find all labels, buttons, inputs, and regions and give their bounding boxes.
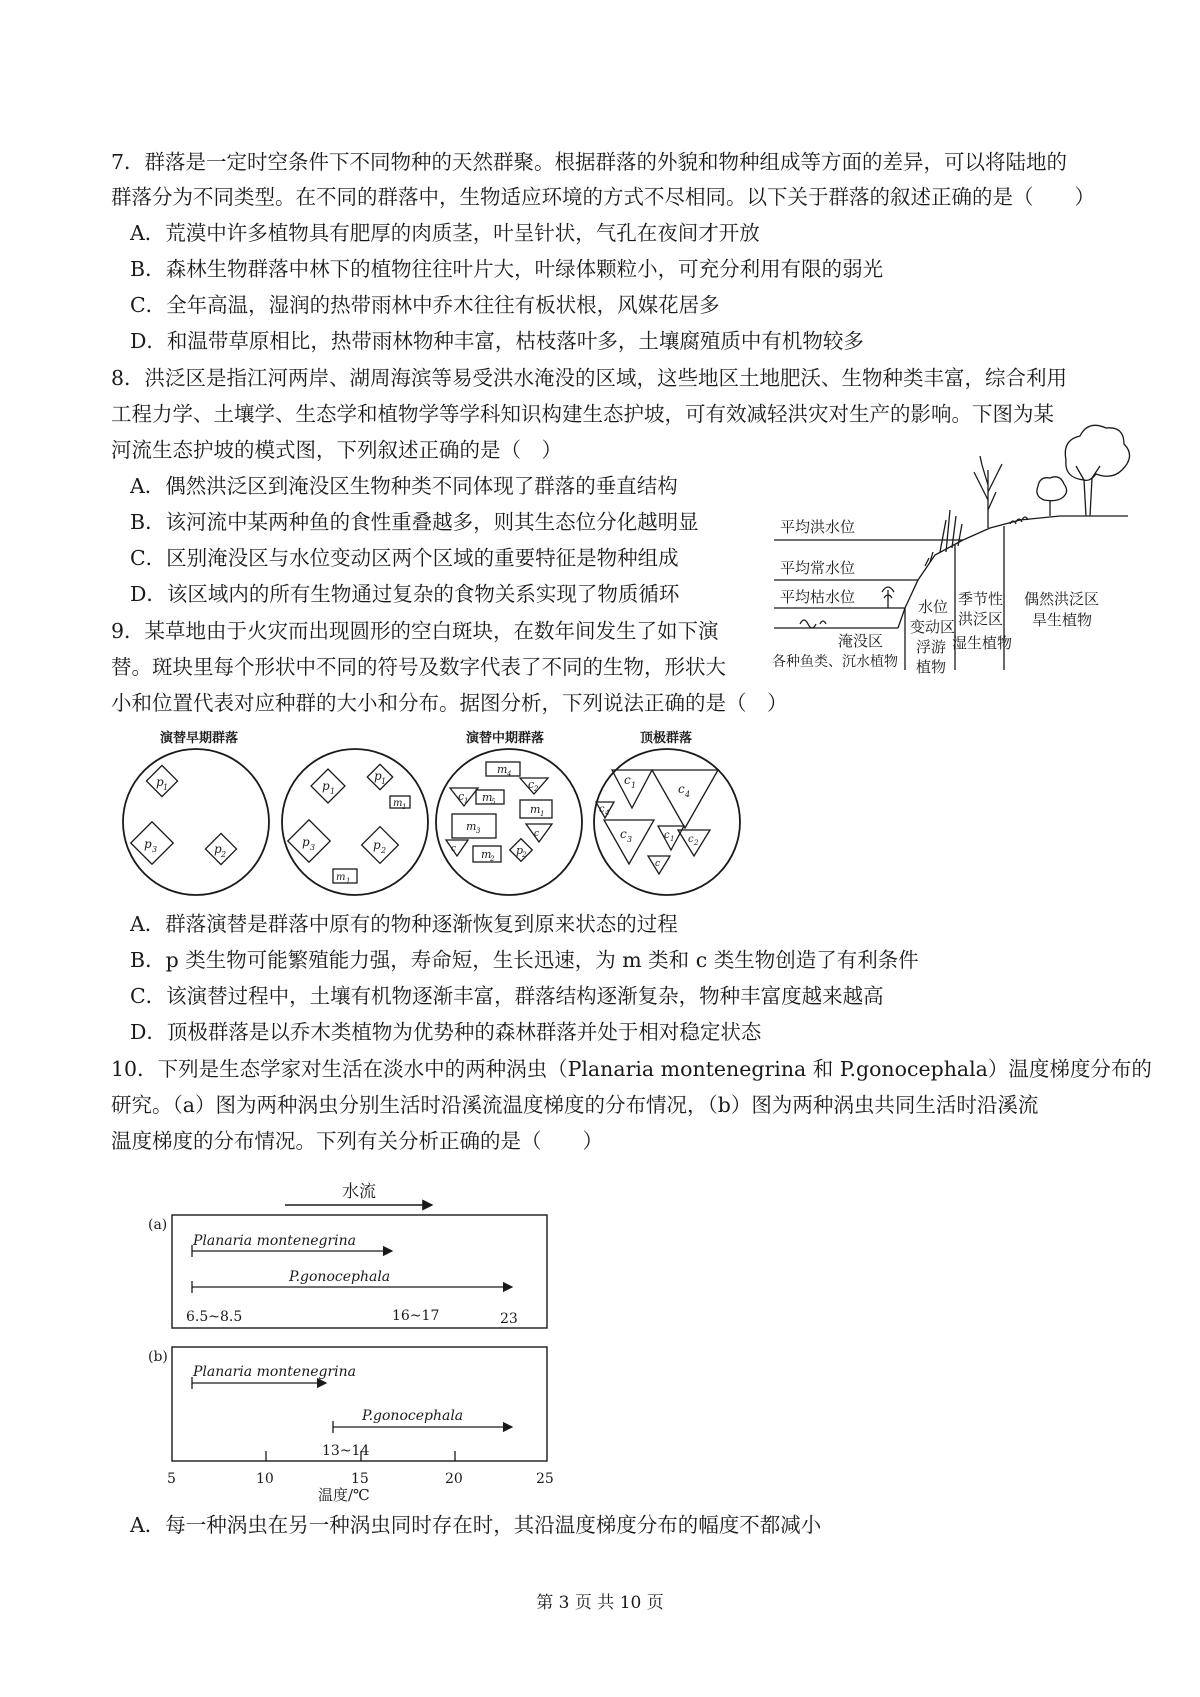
- a-label-start: 6.5~8.5: [186, 1309, 243, 1325]
- svg-text:1: 1: [670, 835, 675, 843]
- succession-diagram: [123, 730, 740, 895]
- svg-text:p: p: [156, 775, 164, 789]
- svg-text:c: c: [678, 782, 685, 796]
- q9-stem-line-1: 9．某草地由于火灾而出现圆形的空白斑块，在数年间发生了如下演: [111, 619, 719, 643]
- svg-text:1: 1: [464, 797, 469, 805]
- q8-option-b: B．该河流中某两种鱼的食性重叠越多，则其生态位分化越明显: [130, 510, 699, 534]
- svg-text:m: m: [393, 798, 403, 809]
- svg-text:2: 2: [522, 851, 527, 859]
- svg-text:c: c: [451, 844, 457, 854]
- q10-stem-line-2: 研究。（a）图为两种涡虫分别生活时沿溪流温度梯度的分布情况，（b）图为两种涡虫共同生活时沿溪流: [111, 1093, 1039, 1117]
- submerged-zone-label: 淹没区: [838, 632, 884, 650]
- q10-stem-line-3: 温度梯度的分布情况。下列有关分析正确的是（ ）: [111, 1129, 603, 1153]
- q7-option-c: C．全年高温，湿润的热带雨林中乔木往往有板状根，风媒花居多: [130, 293, 720, 317]
- axis-tick-25: 25: [536, 1471, 554, 1487]
- q7-option-a: A．荒漠中许多植物具有肥厚的肉质茎，叶呈针状，气孔在夜间才开放: [130, 221, 760, 245]
- q9-stem-line-3: 小和位置代表对应种群的大小和分布。据图分析，下列说法正确的是（ ）: [111, 691, 788, 715]
- normal-level-label: 平均常水位: [780, 559, 856, 577]
- q8-stem-line-3: 河流生态护坡的模式图，下列叙述正确的是（ ）: [111, 438, 562, 462]
- q9-option-b: B．p 类生物可能繁殖能力强，寿命短，生长迅速，为 m 类和 c 类生物创造了有利条件: [130, 948, 919, 972]
- svg-text:1: 1: [330, 787, 336, 796]
- fluctuation-zone-label-2: 变动区: [910, 618, 956, 636]
- circle-early: [123, 749, 269, 895]
- seasonal-zone-label-1: 季节性: [958, 590, 1004, 608]
- svg-text:c: c: [624, 773, 631, 787]
- q7-stem-line-2: 群落分为不同类型。在不同的群落中，生物适应环境的方式不尽相同。以下关于群落的叙述正确的是（ ）: [111, 185, 1095, 209]
- svg-text:2: 2: [221, 850, 227, 859]
- svg-text:c: c: [655, 859, 661, 869]
- svg-text:p: p: [322, 779, 330, 793]
- q8-option-c: C．区别淹没区与水位变动区两个区域的重要特征是物种组成: [130, 546, 679, 570]
- q10-stem-line-1: 10．下列是生态学家对生活在淡水中的两种涡虫（Planaria montenegrina 和 P.gonocephala）温度梯度分布的: [111, 1057, 1152, 1081]
- svg-text:3: 3: [310, 843, 316, 852]
- axis-tick-15: 15: [351, 1471, 369, 1487]
- svg-text:m: m: [466, 820, 477, 833]
- panel-a-label: (a): [148, 1217, 168, 1233]
- occasional-zone-label: 偶然洪泛区: [1024, 590, 1100, 608]
- q9-option-d: D．顶极群落是以乔木类植物为优势种的森林群落并处于相对稳定状态: [130, 1020, 762, 1044]
- riverbank-labels: [772, 518, 1099, 676]
- a-species2-label: P.gonocephala: [289, 1269, 391, 1285]
- a-species1-label: Planaria montenegrina: [193, 1233, 357, 1249]
- svg-text:c: c: [534, 829, 540, 839]
- svg-text:m: m: [497, 763, 508, 776]
- flow-label: 水流: [342, 1182, 376, 1202]
- q8-option-d: D．该区域内的所有生物通过复杂的食物关系实现了物质循环: [130, 582, 680, 606]
- svg-text:5: 5: [491, 798, 496, 806]
- panel-b-label: (b): [148, 1349, 168, 1365]
- q8-stem-line-1: 8．洪泛区是指江河两岸、湖周海滨等易受洪水淹没的区域，这些地区土地肥沃、生物种类丰富，综合利用: [111, 366, 1068, 390]
- svg-text:c: c: [620, 827, 627, 841]
- svg-text:p: p: [373, 838, 381, 852]
- svg-text:3: 3: [627, 835, 633, 844]
- q9-option-c: C．该演替过程中，土壤有机物逐渐丰富，群落结构逐渐复杂，物种丰富度越来越高: [130, 984, 884, 1008]
- svg-text:c: c: [688, 834, 694, 845]
- svg-text:2: 2: [694, 839, 699, 847]
- svg-text:m: m: [336, 872, 346, 883]
- svg-text:1: 1: [540, 810, 545, 818]
- svg-text:1: 1: [346, 877, 351, 885]
- b-species2-label: P.gonocephala: [362, 1408, 464, 1424]
- q8-stem-line-2: 工程力学、土壤学、生态学和植物学等学科知识构建生态护坡，可有效减轻洪灾对生产的影响。下图为某: [111, 402, 1054, 426]
- svg-text:p: p: [214, 842, 222, 856]
- planaria-figure: [148, 1182, 554, 1504]
- title-climax: 顶极群落: [640, 731, 693, 746]
- q7-stem-line-1: 7．群落是一定时空条件下不同物种的天然群聚。根据群落的外貌和物种组成等方面的差异，可以将陆地的: [111, 150, 1068, 174]
- fluctuation-zone-label-1: 水位: [918, 598, 949, 616]
- seasonal-zone-label-2: 洪泛区: [958, 610, 1004, 628]
- svg-text:3: 3: [152, 845, 158, 854]
- svg-text:c: c: [458, 790, 465, 803]
- q10-option-a: A．每一种涡虫在另一种涡虫同时存在时，其沿温度梯度分布的幅度不都减小: [130, 1513, 822, 1537]
- fluctuation-biota-label-1: 浮游: [916, 638, 947, 656]
- svg-text:1: 1: [631, 781, 637, 790]
- svg-text:p: p: [144, 837, 152, 851]
- q7-option-d: D．和温带草原相比，热带雨林物种丰富，枯枝落叶多，土壤腐殖质中有机物较多: [130, 329, 864, 353]
- occasional-biota-label: 旱生植物: [1032, 611, 1093, 629]
- title-early: 演替早期群落: [160, 731, 239, 746]
- seasonal-biota-label: 湿生植物: [952, 634, 1013, 652]
- low-level-label: 平均枯水位: [780, 588, 856, 606]
- svg-text:m: m: [481, 848, 492, 861]
- svg-text:1: 1: [402, 803, 407, 811]
- svg-text:p: p: [516, 844, 524, 857]
- a-label-species2-end: 23: [500, 1311, 518, 1327]
- page-footer: 第 3 页 共 10 页: [536, 1593, 664, 1613]
- svg-text:3: 3: [476, 827, 481, 835]
- q8-option-a: A．偶然洪泛区到淹没区生物种类不同体现了群落的垂直结构: [130, 474, 678, 498]
- svg-text:4: 4: [605, 809, 610, 817]
- q9-option-a: A．群落演替是群落中原有的物种逐渐恢复到原来状态的过程: [130, 912, 678, 936]
- axis-title: 温度/℃: [318, 1486, 370, 1504]
- circle-early-2: [282, 749, 428, 895]
- fluctuation-biota-label-2: 植物: [916, 658, 947, 676]
- q9-stem-line-2: 替。斑块里每个形状中不同的符号及数字代表了不同的生物，形状大: [111, 655, 726, 679]
- q7-option-b: B．森林生物群落中林下的植物往往叶片大，叶绿体颗粒小，可充分利用有限的弱光: [130, 257, 884, 281]
- svg-text:2: 2: [490, 855, 495, 863]
- a-label-species1-end: 16~17: [392, 1308, 440, 1324]
- b-species1-label: Planaria montenegrina: [193, 1364, 357, 1380]
- svg-text:1: 1: [381, 777, 387, 786]
- b-label-overlap: 13~14: [322, 1443, 370, 1459]
- axis-tick-5: 5: [167, 1471, 176, 1487]
- svg-text:2: 2: [381, 846, 387, 855]
- svg-text:4: 4: [507, 770, 512, 778]
- svg-text:c: c: [528, 778, 535, 791]
- svg-text:m: m: [482, 791, 493, 804]
- svg-text:m: m: [530, 803, 541, 816]
- title-middle: 演替中期群落: [466, 731, 545, 746]
- axis-tick-10: 10: [256, 1471, 274, 1487]
- submerged-biota-label: 各种鱼类、沉水植物: [772, 654, 898, 670]
- axis-tick-20: 20: [445, 1471, 463, 1487]
- flood-level-label: 平均洪水位: [780, 518, 856, 536]
- svg-text:p: p: [302, 835, 310, 849]
- svg-text:p: p: [374, 769, 382, 783]
- svg-text:1: 1: [163, 783, 169, 792]
- svg-text:c: c: [664, 830, 670, 841]
- svg-text:c: c: [599, 804, 605, 815]
- svg-text:2: 2: [534, 785, 539, 793]
- svg-text:4: 4: [685, 790, 691, 799]
